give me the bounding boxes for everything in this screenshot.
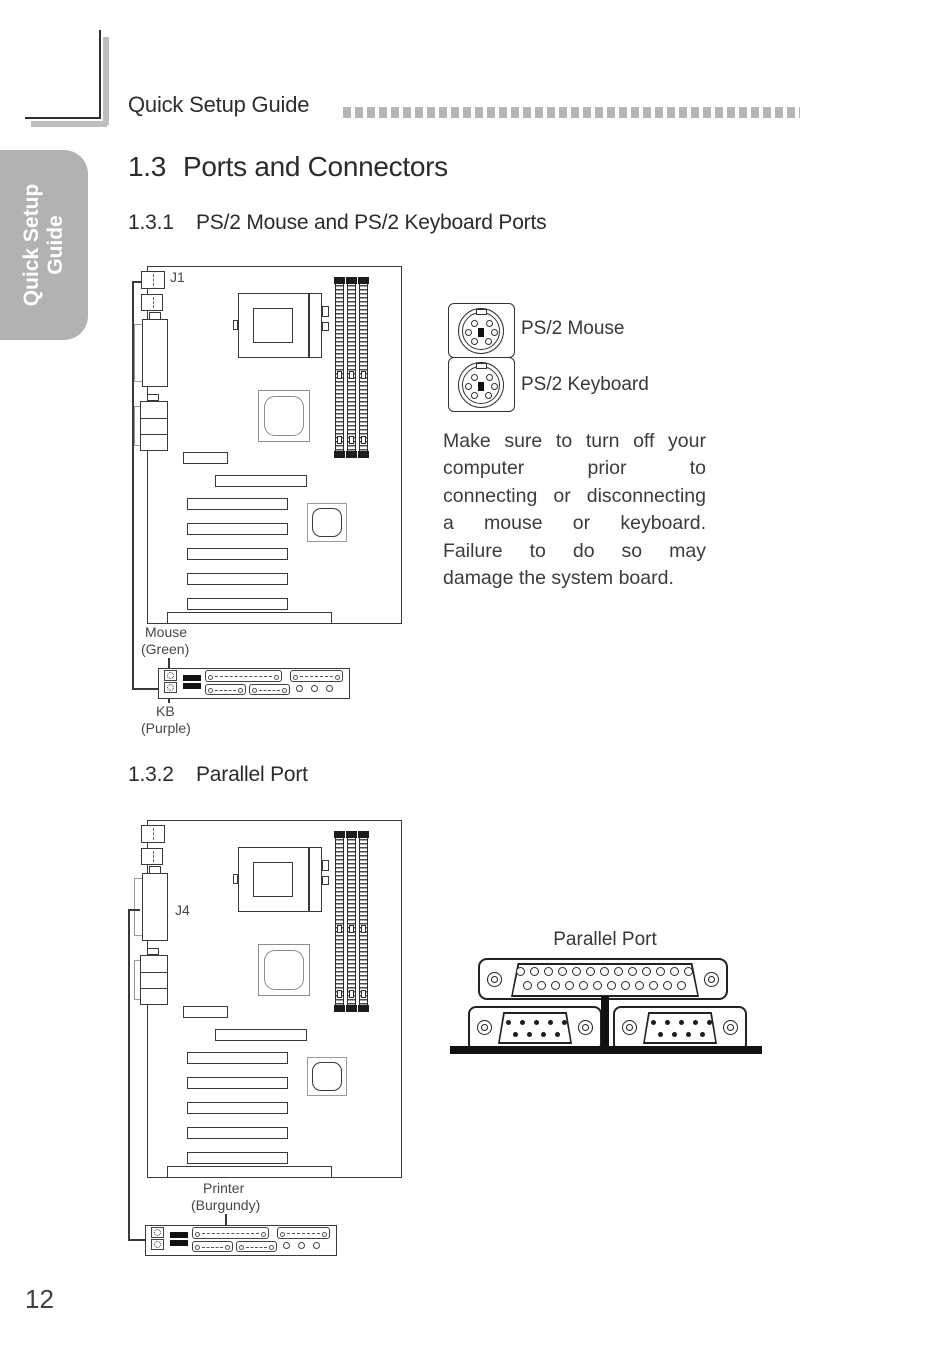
page-header-title: Quick Setup Guide <box>128 92 310 117</box>
screw-hole <box>723 1020 738 1035</box>
dimm-slot <box>359 834 368 1009</box>
pin-hole <box>621 981 630 990</box>
screw-hole <box>487 972 502 987</box>
side-tab-line1: Quick Setup <box>20 183 43 307</box>
dimm-slot <box>347 280 356 455</box>
motherboard-diagram <box>133 820 409 1182</box>
pin-hole <box>551 981 560 990</box>
cpu-socket-inner <box>253 308 293 343</box>
pin-hole <box>607 981 616 990</box>
printer-color-label: (Burgundy) <box>191 1197 261 1213</box>
leader-line <box>128 909 140 911</box>
vga-port <box>277 1227 330 1239</box>
usb-port <box>170 1240 188 1246</box>
expansion-slot <box>187 498 288 510</box>
connector-bracket <box>134 960 140 1000</box>
warning-line: Failure to do so may <box>443 539 706 562</box>
ps2-keyboard-connector-icon <box>448 357 515 412</box>
mouse-color-label: (Green) <box>141 641 190 657</box>
cpu-socket-inner <box>253 862 293 897</box>
pin-hole <box>537 981 546 990</box>
screw-hole <box>704 972 719 987</box>
warning-line: damage the system board. <box>443 567 674 590</box>
socket-tab <box>322 860 329 871</box>
usb-stack-connector <box>141 294 163 311</box>
side-tab-line2: Guide <box>44 215 67 275</box>
dimm-slot <box>347 834 356 1009</box>
pin-hole <box>663 981 672 990</box>
leader-line <box>128 909 130 1240</box>
chapter-side-tab <box>0 150 88 340</box>
rear-panel-position <box>158 668 350 699</box>
warning-line: Make sure to turn off your <box>443 430 706 452</box>
socket-tab <box>322 876 329 885</box>
pin-hole <box>527 1032 532 1037</box>
parallel-port-caption: Parallel Port <box>553 929 657 950</box>
ps2-keyboard-legend: PS/2 Keyboard <box>521 374 649 395</box>
rear-io-panel <box>145 1225 337 1256</box>
pin-row-bottom <box>658 1032 705 1037</box>
pin-hole <box>548 1020 553 1025</box>
audio-jack <box>296 685 303 692</box>
page-number: 12 <box>25 1284 54 1314</box>
section-heading <box>128 151 448 183</box>
pin-hole <box>544 967 553 976</box>
leader-line <box>168 658 170 668</box>
warning-line: a mouse or keyboard. <box>443 512 706 535</box>
subsection-heading-2 <box>128 763 308 787</box>
rear-io-panel <box>158 668 350 699</box>
dimm-slot <box>335 280 344 455</box>
leader-line <box>132 281 134 689</box>
expansion-slot <box>187 1152 288 1164</box>
audio-jack <box>326 685 333 692</box>
warning-line: computer prior to <box>443 457 706 480</box>
chipset <box>258 390 310 442</box>
dimm-slot <box>335 834 344 1009</box>
pin-hole <box>530 967 539 976</box>
serial-connector-stack <box>140 955 168 1005</box>
serial-port <box>236 1241 277 1252</box>
corner-mark-shadow <box>31 121 107 127</box>
vga-port <box>290 670 343 682</box>
pin-hole <box>513 1032 518 1037</box>
pin-row-top <box>506 1020 567 1025</box>
audio-jack <box>283 1242 290 1249</box>
serial-port <box>249 684 290 695</box>
expansion-slot <box>187 548 288 560</box>
connector-tab <box>147 948 159 955</box>
parallel-port <box>192 1227 269 1239</box>
connector-shell <box>498 1012 572 1044</box>
connector-bracket <box>134 878 142 936</box>
pin-hole <box>541 1032 546 1037</box>
db25-parallel-connector <box>478 958 728 1000</box>
header-dotted-rule <box>343 107 800 118</box>
leader-line <box>128 1239 145 1241</box>
pin-hole <box>565 981 574 990</box>
cpu-socket-line <box>308 293 310 358</box>
header-block <box>215 475 307 487</box>
io-chip <box>307 503 347 542</box>
pin-hole <box>586 967 595 976</box>
pin-hole <box>670 967 679 976</box>
pin-hole <box>707 1020 712 1025</box>
connector-bracket <box>134 324 142 382</box>
expansion-slot <box>187 523 288 535</box>
header-block <box>183 1006 228 1018</box>
corner-mark-shadow <box>103 37 109 125</box>
serial-port <box>205 684 246 695</box>
section-title: Ports and Connectors <box>183 151 448 182</box>
expansion-slot <box>187 573 288 585</box>
socket-tab <box>322 322 329 331</box>
pin-hole <box>656 967 665 976</box>
edge-connector <box>167 1166 332 1178</box>
section-number: 1.3 <box>128 151 167 182</box>
board-connector-label: J1 <box>170 269 185 285</box>
serial-connector-stack <box>140 401 168 451</box>
chipset <box>258 944 310 996</box>
socket-tab <box>322 306 329 317</box>
connector-bracket <box>134 406 140 446</box>
printer-label: Printer <box>203 1180 245 1196</box>
audio-jack <box>311 685 318 692</box>
board-clone-slot <box>125 814 445 1294</box>
usb-port <box>170 1232 188 1238</box>
usb-port <box>183 675 201 681</box>
board-connector-label: J4 <box>175 902 190 918</box>
ps2-keyboard-port <box>164 682 177 693</box>
pin-row-bottom <box>523 981 686 990</box>
header-block <box>183 452 228 464</box>
subsection-number: 1.3.2 <box>128 763 174 786</box>
audio-jack <box>298 1242 305 1249</box>
ps2-keyboard-port <box>151 1239 164 1250</box>
pin-hole <box>516 967 525 976</box>
parallel-port-connector <box>142 873 168 941</box>
corner-mark <box>99 30 101 119</box>
socket-tab <box>233 320 238 330</box>
pin-hole <box>614 967 623 976</box>
ps2-stack-connector <box>141 825 165 843</box>
cpu-socket-line <box>308 847 310 912</box>
ps2-stack-connector <box>141 271 165 289</box>
expansion-slot <box>187 1127 288 1139</box>
serial-port <box>192 1241 233 1252</box>
pin-hole <box>642 967 651 976</box>
kb-label: KB <box>156 703 175 719</box>
pin-hole <box>679 1020 684 1025</box>
subsection-heading-1 <box>128 211 546 235</box>
pin-hole <box>593 981 602 990</box>
pin-row-bottom <box>513 1032 560 1037</box>
ps2-mouse-connector-icon <box>448 303 515 358</box>
motherboard-figure-ps2 <box>125 260 445 740</box>
subsection-title: Parallel Port <box>196 763 308 786</box>
pin-hole <box>665 1020 670 1025</box>
pin-hole <box>555 1032 560 1037</box>
parallel-port <box>205 670 282 682</box>
ps2-mouse-legend: PS/2 Mouse <box>521 318 625 339</box>
expansion-slot <box>187 1077 288 1089</box>
audio-jack <box>313 1242 320 1249</box>
pin-hole <box>572 967 581 976</box>
pin-hole <box>628 967 637 976</box>
pin-hole <box>686 1032 691 1037</box>
pin-hole <box>649 981 658 990</box>
screw-hole <box>578 1020 593 1035</box>
mouse-label: Mouse <box>145 624 188 640</box>
expansion-slot <box>187 1102 288 1114</box>
pin-row-top <box>651 1020 712 1025</box>
corner-mark <box>25 117 101 119</box>
usb-port <box>183 683 201 689</box>
pin-hole <box>579 981 588 990</box>
motherboard-diagram <box>133 266 409 628</box>
warning-line: connecting or disconnecting <box>443 484 706 507</box>
pin-hole <box>700 1032 705 1037</box>
pin-hole <box>684 967 693 976</box>
connector-shell <box>643 1012 717 1044</box>
pin-hole <box>693 1020 698 1025</box>
socket-tab <box>233 874 238 884</box>
rear-panel-position <box>145 1225 337 1256</box>
screw-hole <box>477 1020 492 1035</box>
bracket-base-bar <box>450 1046 762 1054</box>
header-block <box>215 1029 307 1041</box>
leader-line <box>132 281 142 283</box>
chapter-side-tab-text <box>0 150 88 340</box>
expansion-slot <box>187 1052 288 1064</box>
pin-hole <box>677 981 686 990</box>
subsection-number: 1.3.1 <box>128 211 174 234</box>
pin-hole <box>600 967 609 976</box>
dimm-slot <box>359 280 368 455</box>
ps2-mouse-port <box>151 1227 164 1238</box>
connector-tab <box>147 394 159 401</box>
pin-hole <box>651 1020 656 1025</box>
pin-hole <box>523 981 532 990</box>
ps2-mouse-port <box>164 670 177 681</box>
pin-hole <box>534 1020 539 1025</box>
pin-hole <box>562 1020 567 1025</box>
pin-row-top <box>516 967 693 976</box>
edge-connector <box>167 612 332 624</box>
warning-paragraph <box>443 428 706 592</box>
expansion-slot <box>187 598 288 610</box>
usb-stack-connector <box>141 848 163 865</box>
bracket-divider-bar <box>601 996 609 1050</box>
pin-hole <box>558 967 567 976</box>
leader-line <box>225 1214 227 1225</box>
screw-hole <box>622 1020 637 1035</box>
kb-color-label: (Purple) <box>141 720 191 736</box>
pin-hole <box>658 1032 663 1037</box>
pin-hole <box>635 981 644 990</box>
pin-hole <box>520 1020 525 1025</box>
subsection-title: PS/2 Mouse and PS/2 Keyboard Ports <box>196 211 547 234</box>
pin-hole <box>672 1032 677 1037</box>
motherboard-figure-parallel <box>125 814 445 1294</box>
pin-hole <box>506 1020 511 1025</box>
io-chip <box>307 1057 347 1096</box>
leader-line <box>132 688 158 690</box>
parallel-port-connector <box>142 319 168 387</box>
